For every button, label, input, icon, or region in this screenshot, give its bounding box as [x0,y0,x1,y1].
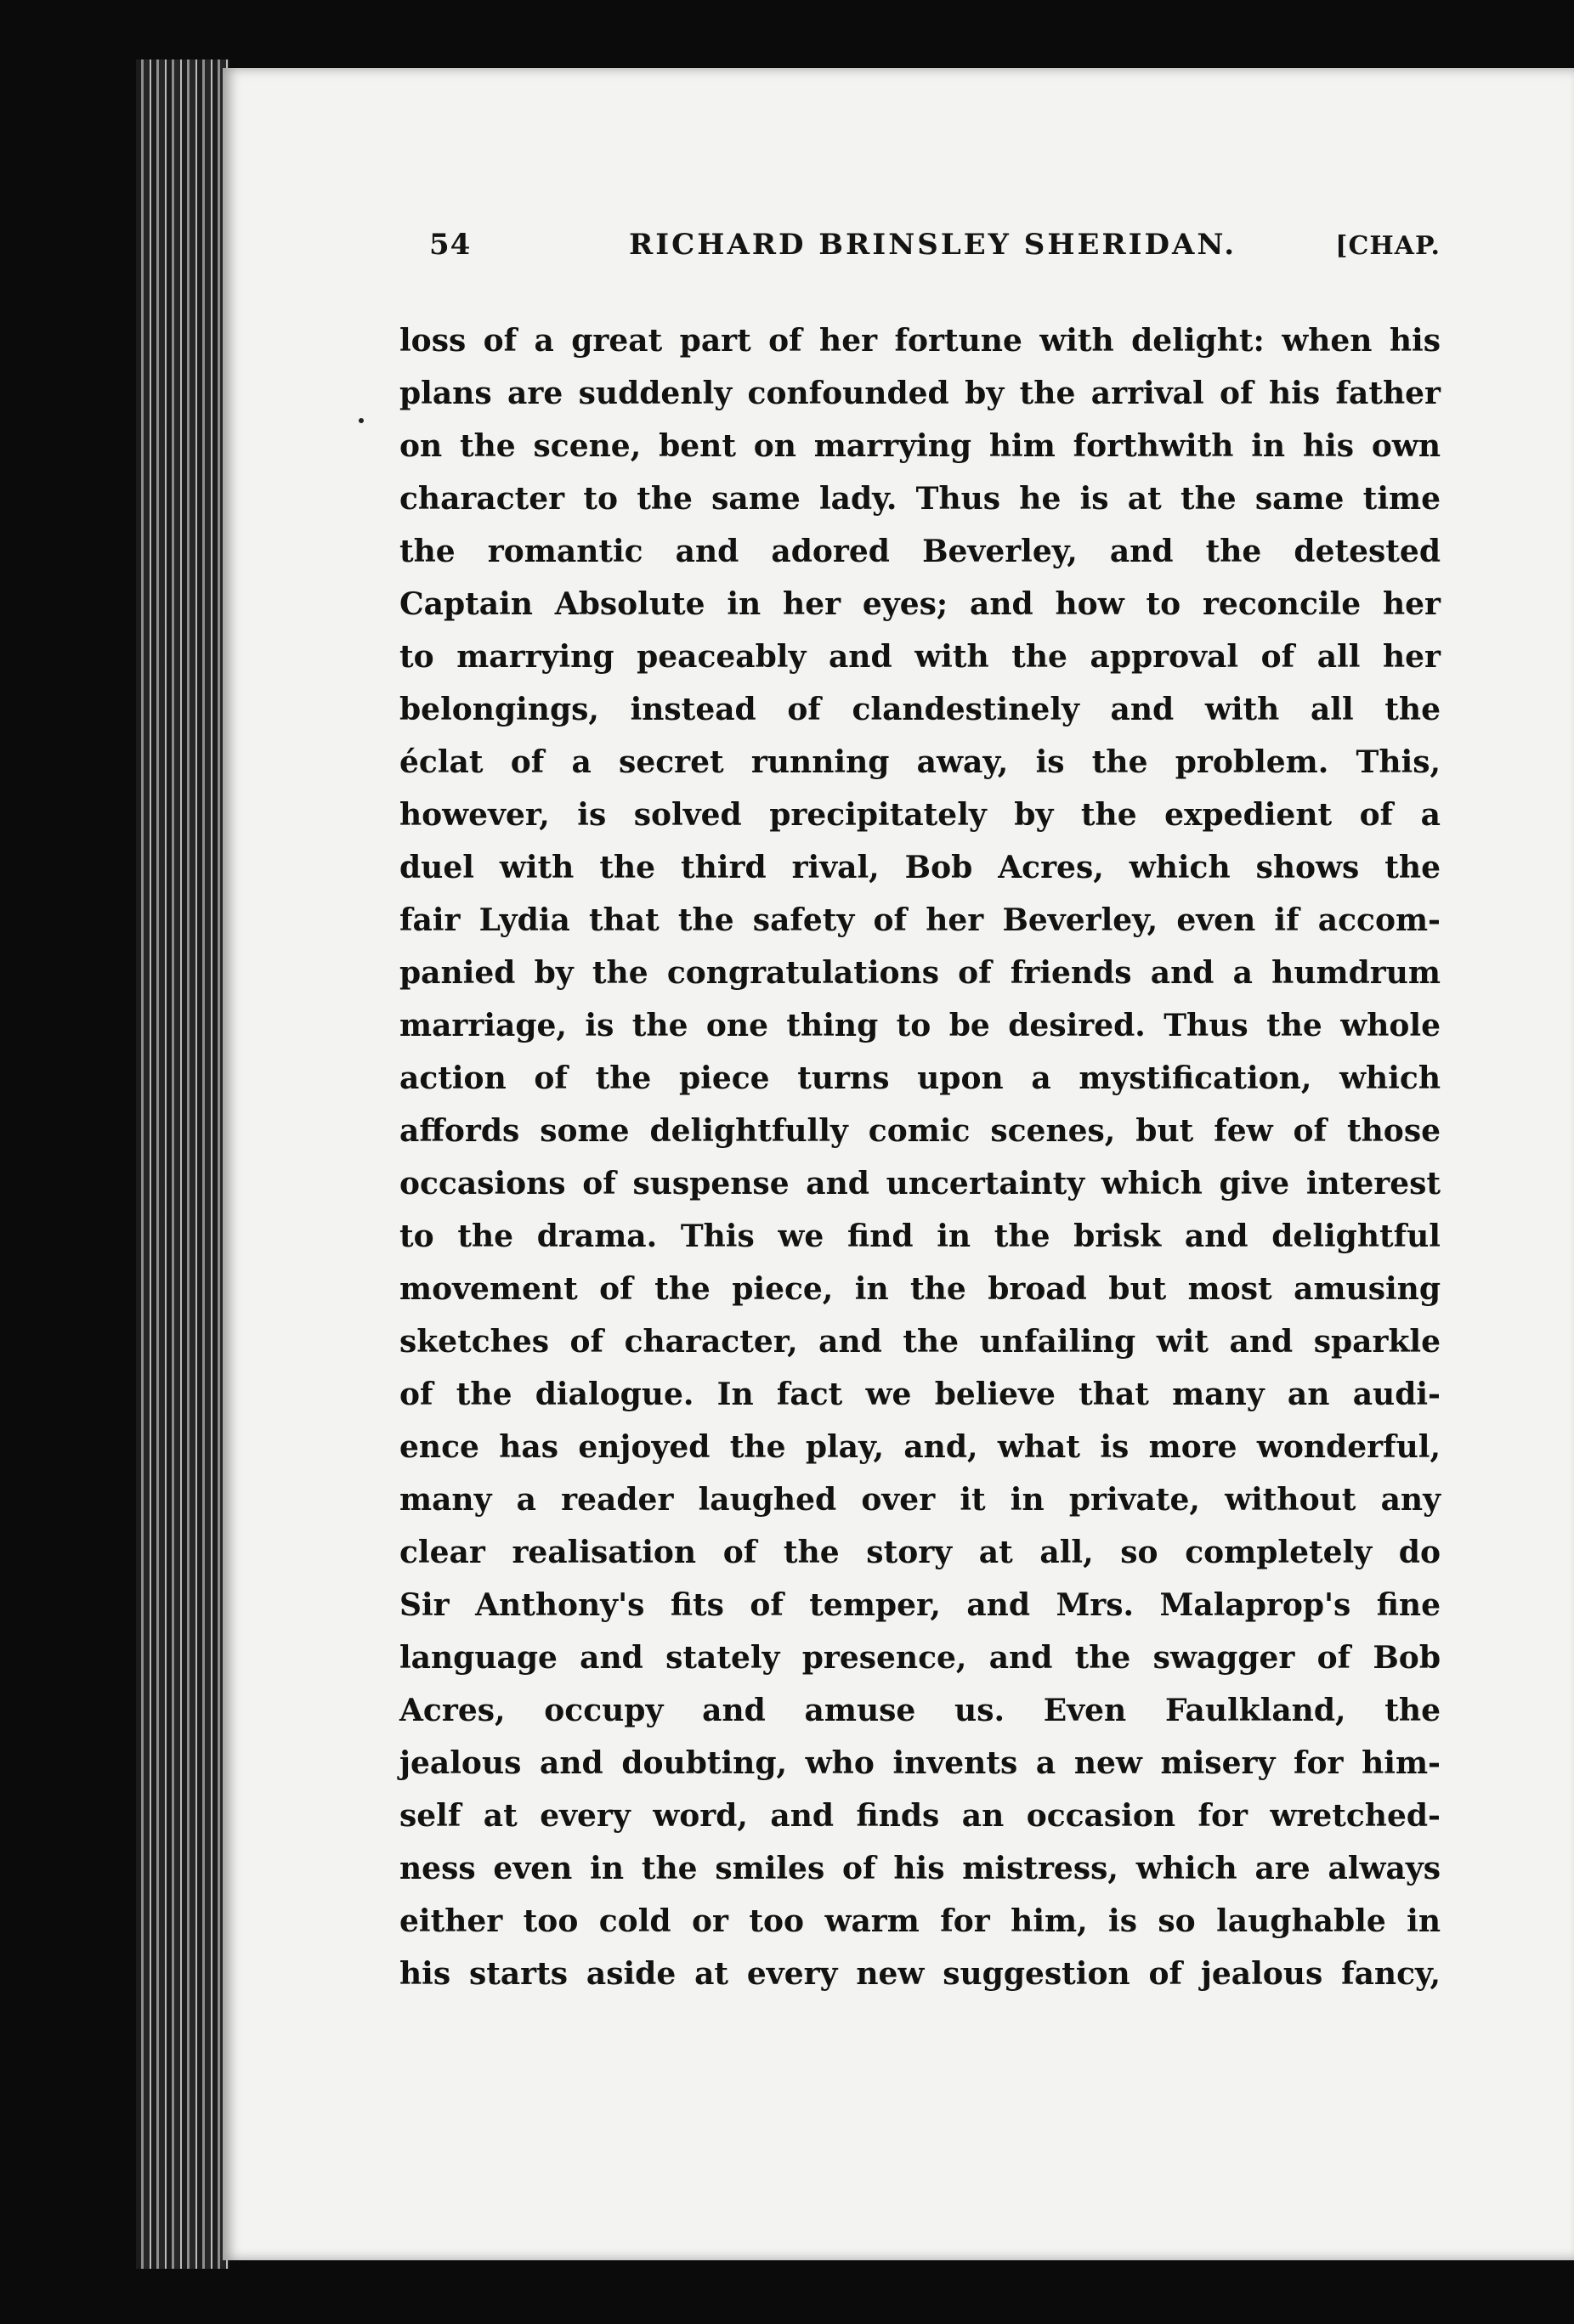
text-line: ness even in the smiles of his mistress, which are always [399,1851,1441,1886]
text-line: occasions of suspense and uncertainty which give interest [399,1166,1441,1202]
text-line: character to the same lady. Thus he is at the same time [399,481,1441,517]
text-line: plans are suddenly confounded by the arrival of his father [399,376,1441,411]
text-line: many a reader laughed over it in private, without any [399,1482,1441,1518]
text-line: jealous and doubting, who invents a new misery for him- [399,1745,1441,1781]
text-line: action of the piece turns upon a mystification, which [399,1060,1441,1096]
text-line: language and stately presence, and the swagger of Bob [399,1640,1441,1676]
text-line: sketches of character, and the unfailing wit and sparkle [399,1324,1441,1360]
text-line: his starts aside at every new suggestion of jealous fancy, [399,1956,1441,1992]
text-line: Captain Absolute in her eyes; and how to reconcile her [399,586,1441,622]
text-line: to the drama. This we find in the brisk and delightful [399,1219,1441,1254]
text-line: either too cold or too warm for him, is so laughable in [399,1903,1441,1939]
book-page-edges [136,59,229,2269]
text-line: Sir Anthony's fits of temper, and Mrs. Malaprop's fine [399,1587,1441,1623]
text-line: panied by the congratulations of friends and a humdrum [399,955,1441,991]
text-line: Acres, occupy and amuse us. Even Faulkland, the [399,1693,1441,1728]
text-line: however, is solved precipitately by the expedient of a [399,797,1441,833]
text-line: movement of the piece, in the broad but most amusing [399,1271,1441,1307]
text-line: clear realisation of the story at all, so completely do [399,1535,1441,1570]
text-line: affords some delightfully comic scenes, but few of those [399,1113,1441,1149]
text-line: self at every word, and finds an occasion for wretched- [399,1798,1441,1834]
text-line: éclat of a secret running away, is the problem. This, [399,744,1441,780]
running-title: RICHARD BRINSLEY SHERIDAN. [629,228,1237,262]
text-line: fair Lydia that the safety of her Beverley, even if accom- [399,902,1441,938]
text-line: to marrying peaceably and with the approval of all her [399,639,1441,675]
text-line: marriage, is the one thing to be desired. Thus the whole [399,1008,1441,1043]
body-text [399,314,1441,2000]
chapter-mark: [CHAP. [1335,231,1441,261]
text-line: belongings, instead of clandestinely and with all the [399,692,1441,727]
text-line: ence has enjoyed the play, and, what is more wonderful, [399,1429,1441,1465]
text-line: duel with the third rival, Bob Acres, which shows the [399,850,1441,885]
text-line: the romantic and adored Beverley, and the detested [399,534,1441,569]
ink-speck [359,418,364,423]
text-line: loss of a great part of her fortune with delight: when his [399,323,1441,359]
text-line: of the dialogue. In fact we believe that many an audi- [399,1377,1441,1412]
text-line: on the scene, bent on marrying him forthwith in his own [399,428,1441,464]
running-header [429,228,1441,279]
page-number: 54 [429,228,472,262]
